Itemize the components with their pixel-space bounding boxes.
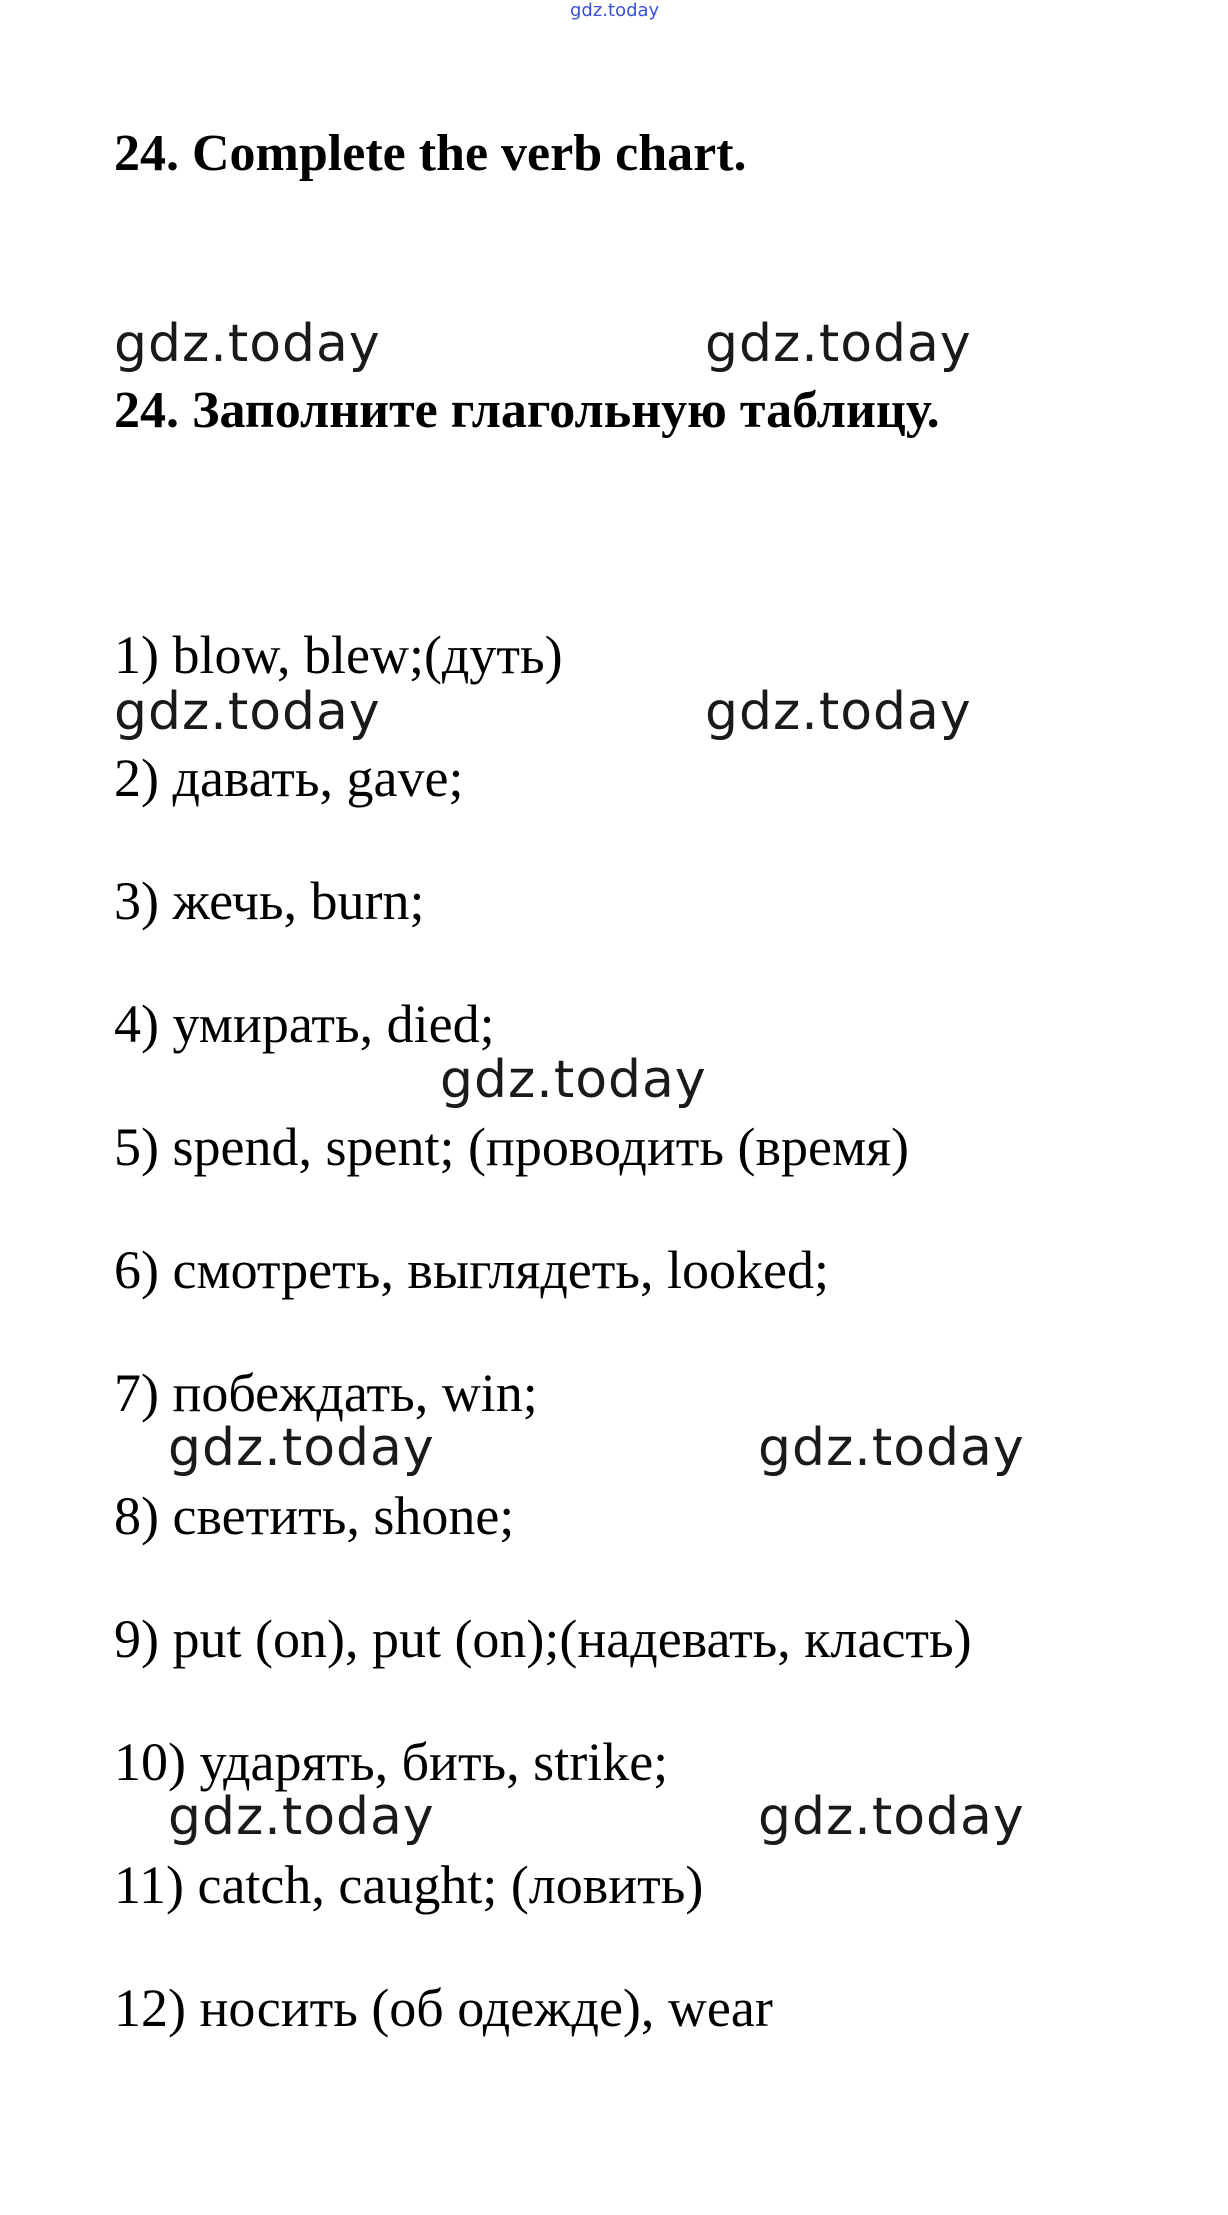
watermark-text: gdz.today — [168, 1787, 435, 1847]
top-watermark: gdz.today — [570, 0, 660, 21]
answer-item-8: 8) светить, shone; — [114, 1486, 515, 1546]
answer-item-2: 2) давать, gave; — [114, 748, 464, 808]
watermark-text: gdz.today — [168, 1418, 435, 1478]
watermark-text: gdz.today — [114, 682, 381, 742]
watermark-text: gdz.today — [705, 314, 972, 374]
exercise-title-russian: 24. Заполните глагольную таблицу. — [114, 382, 940, 439]
answer-item-12: 12) носить (об одежде), wear — [114, 1978, 773, 2038]
answer-item-7: 7) побеждать, win; — [114, 1363, 538, 1423]
answer-item-4: 4) умирать, died; — [114, 994, 495, 1054]
answer-item-3: 3) жечь, burn; — [114, 871, 425, 931]
watermark-text: gdz.today — [758, 1787, 1025, 1847]
watermark-text: gdz.today — [758, 1418, 1025, 1478]
answer-item-6: 6) смотреть, выглядеть, looked; — [114, 1240, 829, 1300]
answer-item-5: 5) spend, spent; (проводить (время) — [114, 1117, 909, 1177]
answer-item-9: 9) put (on), put (on);(надевать, класть) — [114, 1609, 972, 1669]
answer-item-1: 1) blow, blew;(дуть) — [114, 625, 563, 685]
watermark-text: gdz.today — [440, 1050, 707, 1110]
watermark-text: gdz.today — [114, 314, 381, 374]
watermark-text: gdz.today — [705, 682, 972, 742]
exercise-title-english: 24. Complete the verb chart. — [114, 125, 747, 182]
answer-item-11: 11) catch, caught; (ловить) — [114, 1855, 704, 1915]
answer-item-10: 10) ударять, бить, strike; — [114, 1732, 669, 1792]
